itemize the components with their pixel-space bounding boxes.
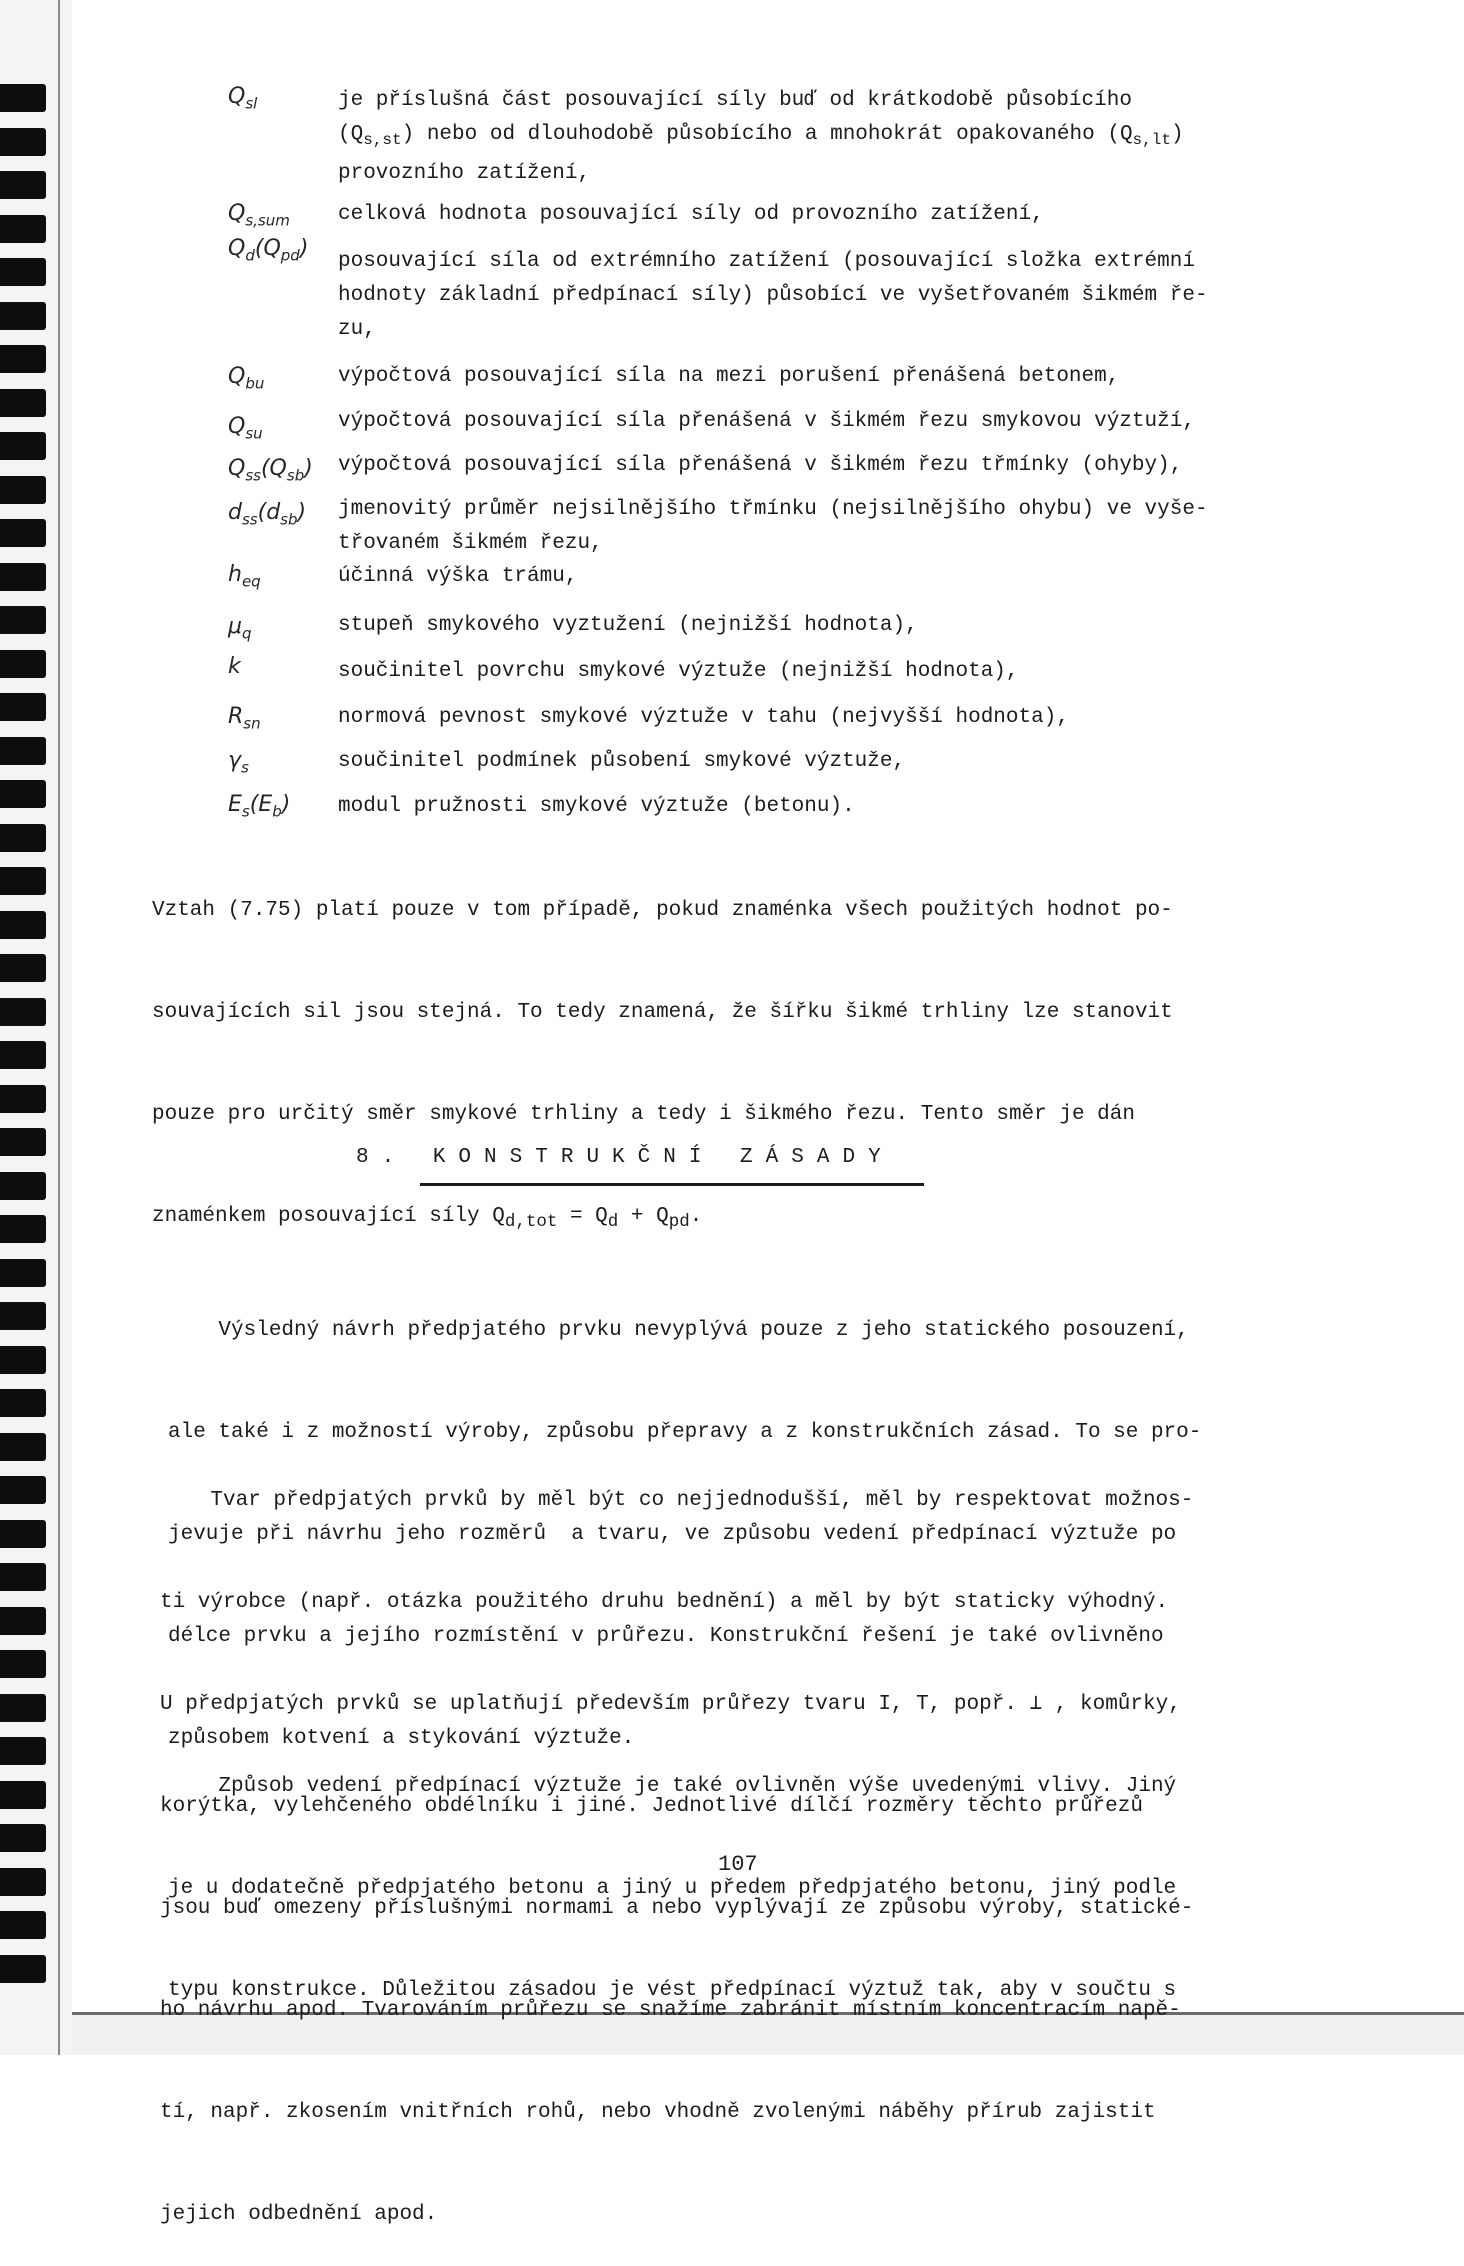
definition-r-sn: normová pevnost smykové výztuže v tahu (nejvyšší hodnota), xyxy=(338,706,1069,729)
validity-paragraph xyxy=(152,826,1332,1273)
paragraph-line: souvajících sil jsou stejná. To tedy znamená, že šířku šikmé trhliny lze stanovit xyxy=(152,1001,1173,1024)
binding-ring xyxy=(0,1955,46,1983)
binding-ring xyxy=(0,302,46,330)
page-edge xyxy=(58,0,60,2055)
binding-ring xyxy=(0,693,46,721)
binding-ring xyxy=(0,824,46,852)
symbol-q-d: $Q_d(Q_{pd})$ xyxy=(228,236,309,265)
paragraph-1: Výsledný návrh předpjatého prvku nevyplývá pouze z jeho statického posouzení, ale také i z možností výroby, způsobu přepravy a z konstrukčních zásad. To se pro- jevuje při návrhu jeho rozměrů a tvaru, ve způsobu vedení předpínací výztuže po délce prvku a jejího rozmístění v průřezu. Konstrukční řešení je také ovlivněno způsobem kotvení a stykování výztuže. xyxy=(168,1319,1202,1750)
binding-ring xyxy=(0,1868,46,1896)
symbol-h-eq: $h_{eq}$ xyxy=(228,562,261,591)
binding-ring xyxy=(0,1346,46,1374)
binding-ring xyxy=(0,1824,46,1852)
paragraph-3: Způsob vedení předpínací výztuže je také ovlivněn výše uvedenými vlivy. Jiný je u dodatečně předpjatého betonu a jiný u předem předpjatého betonu, jiný podle typu konstrukce. Důležitou zásadou je vést předpínací výztuž tak, aby v součtu s xyxy=(168,1775,1177,2002)
binding-ring xyxy=(0,128,46,156)
binding-ring xyxy=(0,432,46,460)
binding-ring xyxy=(0,911,46,939)
page-number: 107 xyxy=(718,1852,758,1877)
symbol-k: k xyxy=(228,654,241,679)
section-number: 8. xyxy=(356,1146,408,1169)
binding-ring xyxy=(0,737,46,765)
definition-e-s: modul pružnosti smykové výztuže (betonu). xyxy=(338,795,855,818)
binding-ring xyxy=(0,1215,46,1243)
binding-ring xyxy=(0,84,46,112)
binding-ring xyxy=(0,606,46,634)
binding-ring xyxy=(0,1041,46,1069)
binding-ring xyxy=(0,1433,46,1461)
binding-ring xyxy=(0,215,46,243)
definition-gamma-s: součinitel podmínek působení smykové výztuže, xyxy=(338,750,906,773)
definition-q-sl xyxy=(338,84,1318,191)
definition-line: provozního zatížení, xyxy=(338,162,591,186)
spiral-binding xyxy=(0,0,72,2055)
symbol-q-su: $Q_{su}$ xyxy=(228,414,263,443)
paragraph-line: znaménkem posouvající síly $Q_{d,tot} = Q_d + Q_{pd}$. xyxy=(152,1205,703,1233)
binding-ring xyxy=(0,1694,46,1722)
binding-ring xyxy=(0,389,46,417)
binding-ring xyxy=(0,954,46,982)
definition-q-su: výpočtová posouvající síla přenášená v šikmém řezu smykovou výztuží, xyxy=(338,410,1195,433)
paragraph-2: Tvar předpjatých prvků by měl být co nejjednodušší, měl by respektovat možnos- ti výrobce (např. otázka použitého druhu bednění) a měl by být staticky výhodný. U předpjatých prvků se uplatňují především průřezy tvaru I, T, popř. ⊥ , komůrky, korýtka, vylehčeného obdélníku i jiné. Jednotlivé dílčí rozměry těchto průřezů jsou buď omezeny příslušnými normami a nebo vyplývají ze způsobu výroby, statické- ho návrhu apod. Tvarováním průřezu se snažíme zabránit místním koncentracím napě- tí, např. zkosením vnitřních rohů, nebo vhodně zvolenými náběhy přírub zajistit jejich odbednění apod. xyxy=(160,1489,1194,2226)
binding-ring xyxy=(0,1172,46,1200)
binding-ring xyxy=(0,258,46,286)
definition-line: $(Q_{s,st})$ nebo od dlouhodobě působícího a mnohokrát opakovaného $(Q_{s,lt})$ xyxy=(338,123,1184,150)
binding-ring xyxy=(0,1737,46,1765)
binding-ring xyxy=(0,1389,46,1417)
binding-ring xyxy=(0,1128,46,1156)
symbol-q-sl: $Q_{sl}$ xyxy=(228,84,258,113)
binding-ring xyxy=(0,476,46,504)
definition-line: je příslušná část posouvající síly buď od krátkodobě působícího xyxy=(338,89,1132,112)
binding-ring xyxy=(0,1781,46,1809)
binding-ring xyxy=(0,1607,46,1635)
binding-ring xyxy=(0,780,46,808)
binding-ring xyxy=(0,1302,46,1330)
definition-mu-q: stupeň smykového vyztužení (nejnižší hodnota), xyxy=(338,614,918,637)
definition-d-ss: jmenovitý průměr nejsilnějšího třmínku (nejsilnějšího ohybu) ve vyše- třovaném šikmém řezu, xyxy=(338,498,1208,555)
section-title: KONSTRUKČNÍ ZÁSADY xyxy=(432,1146,894,1169)
heading-underline xyxy=(420,1183,924,1186)
binding-ring xyxy=(0,1476,46,1504)
symbol-e-s: $E_s(E_b)$ xyxy=(228,792,291,821)
definition-q-s-sum: celková hodnota posouvající síly od provozního zatížení, xyxy=(338,203,1044,226)
symbol-r-sn: $R_{sn}$ xyxy=(228,704,261,733)
definition-k: součinitel povrchu smykové výztuže (nejnižší hodnota), xyxy=(338,660,1019,683)
section-heading xyxy=(356,1146,894,1169)
paragraph-line: Vztah (7.75) platí pouze v tom případě, pokud znaménka všech použitých hodnot po- xyxy=(152,899,1173,922)
binding-ring xyxy=(0,650,46,678)
definition-q-d: posouvající síla od extrémního zatížení (posouvající složka extrémní hodnoty základní předpínací síly) působící ve vyšetřovaném šikmém ře- zu, xyxy=(338,250,1208,341)
binding-ring xyxy=(0,345,46,373)
definition-h-eq: účinná výška trámu, xyxy=(338,565,578,588)
binding-ring xyxy=(0,1563,46,1591)
binding-ring xyxy=(0,998,46,1026)
definition-q-bu: výpočtová posouvající síla na mezi porušení přenášená betonem, xyxy=(338,365,1120,388)
binding-ring xyxy=(0,563,46,591)
symbol-gamma-s: $\gamma_s$ xyxy=(228,748,249,777)
symbol-q-bu: $Q_{bu}$ xyxy=(228,364,265,393)
binding-ring xyxy=(0,1650,46,1678)
binding-ring xyxy=(0,1259,46,1287)
paragraph-line: pouze pro určitý směr smykové trhliny a tedy i šikmého řezu. Tento směr je dán xyxy=(152,1103,1135,1126)
symbol-d-ss: $d_{ss}(d_{sb})$ xyxy=(228,500,307,529)
symbol-q-ss: $Q_{ss}(Q_{sb})$ xyxy=(228,456,313,485)
binding-ring xyxy=(0,519,46,547)
binding-ring xyxy=(0,1911,46,1939)
binding-ring xyxy=(0,867,46,895)
binding-ring xyxy=(0,1085,46,1113)
binding-ring xyxy=(0,1520,46,1548)
definition-q-ss: výpočtová posouvající síla přenášená v šikmém řezu třmínky (ohyby), xyxy=(338,454,1183,477)
symbol-q-s-sum: $Q_{s,sum}$ xyxy=(228,201,290,230)
symbol-mu-q: $\mu_q$ xyxy=(228,614,252,643)
binding-ring xyxy=(0,171,46,199)
